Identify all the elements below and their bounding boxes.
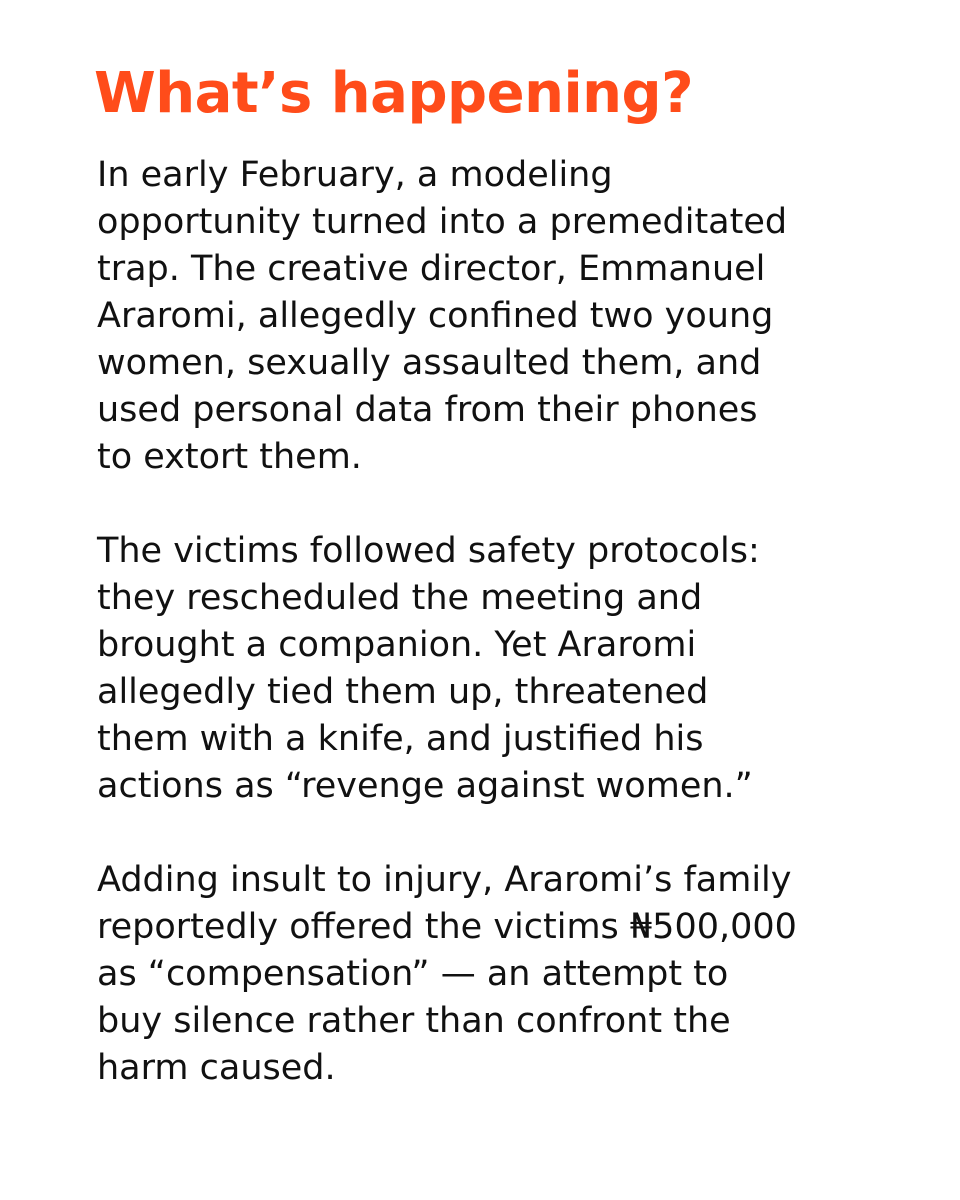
text-line: women, sexually assaulted them, and — [97, 343, 762, 383]
text-line: buy silence rather than confront the — [97, 1001, 731, 1041]
text-line: reportedly offered the victims ₦500,000 — [97, 907, 797, 947]
article-body — [97, 152, 797, 1139]
paragraph-3 — [97, 857, 797, 1092]
text-line: Araromi, allegedly confined two young — [97, 296, 774, 336]
paragraph-2 — [97, 528, 797, 810]
text-line: In early February, a modeling — [97, 155, 613, 195]
text-line: Adding insult to injury, Araromi’s family — [97, 860, 792, 900]
page-title: What’s happening? — [94, 61, 694, 126]
text-line: to extort them. — [97, 437, 362, 477]
text-line: actions as “revenge against women.” — [97, 766, 753, 806]
text-line: brought a companion. Yet Araromi — [97, 625, 697, 665]
paragraph-1 — [97, 152, 797, 481]
text-line: The victims followed safety protocols: — [97, 531, 760, 571]
text-line: used personal data from their phones — [97, 390, 758, 430]
text-line: as “compensation” — an attempt to — [97, 954, 729, 994]
text-line: trap. The creative director, Emmanuel — [97, 249, 766, 289]
text-line: harm caused. — [97, 1048, 336, 1088]
text-line: them with a knife, and justified his — [97, 719, 704, 759]
text-line: opportunity turned into a premeditated — [97, 202, 788, 242]
text-line: allegedly tied them up, threatened — [97, 672, 709, 712]
text-line: they rescheduled the meeting and — [97, 578, 703, 618]
